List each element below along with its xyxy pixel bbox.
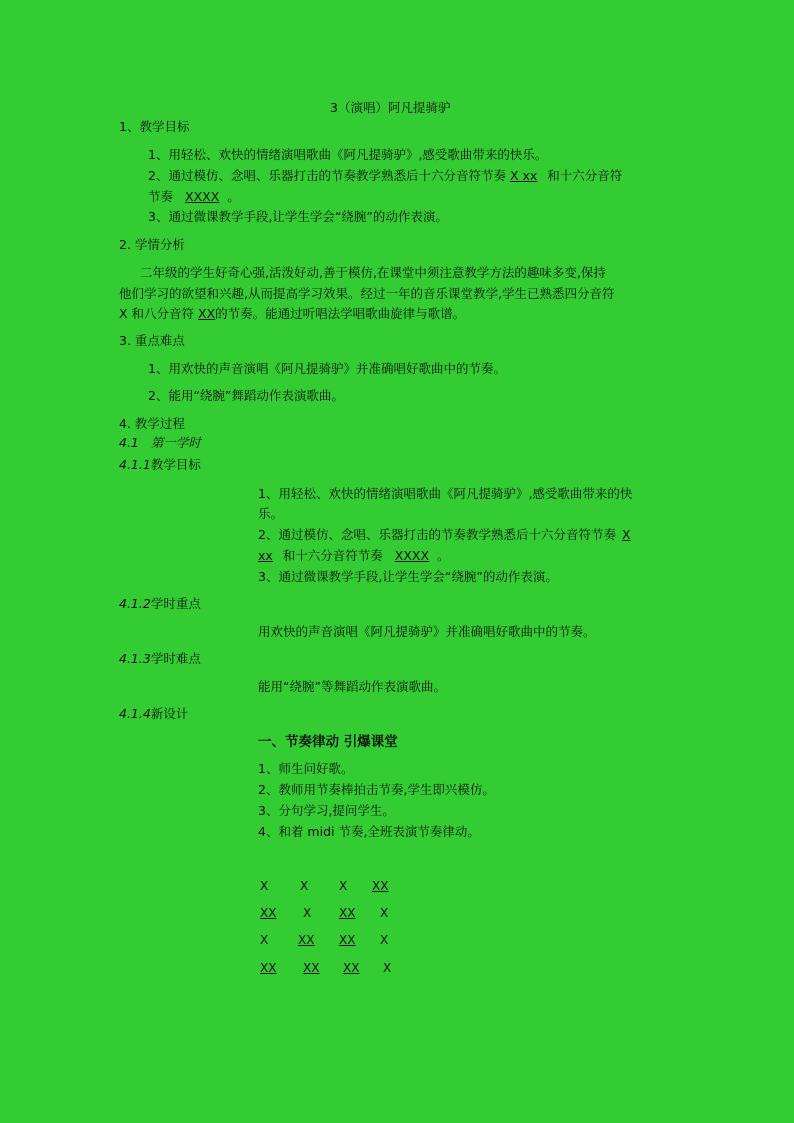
goal-2-end: 。 (437, 548, 450, 563)
goal-2 (258, 526, 631, 544)
goal-2-text: 2、通过模仿、念唱、乐器打击的节奏教学熟悉后十六分音符节奏 (258, 527, 616, 542)
analysis-line-1: 二年级的学生好奇心强,活泼好动,善于模仿,在课堂中须注意教学方法的趣味多变,保持 (140, 265, 606, 280)
rhythm-note: XX (343, 961, 360, 975)
step-1: 1、师生问好歌。 (258, 761, 354, 776)
rhythm-note: XX (260, 906, 277, 920)
rhythm-note: X (260, 879, 269, 893)
step-2: 2、教师用节奏棒拍击节奏,学生即兴模仿。 (258, 782, 495, 797)
heading-4-1-text: 第一学时 (150, 435, 201, 450)
objective-2-end: 。 (227, 189, 240, 204)
rhythm-note: X (339, 879, 348, 893)
rhythm-symbol-xx: XX (198, 306, 216, 321)
heading-4-1-4-num: 4.1.4 (119, 706, 151, 721)
objective-2-text: 2、通过模仿、念唱、乐器打击的节奏教学熟悉后十六分音符节奏 (148, 168, 506, 183)
heading-4-1-2-text: 学时重点 (150, 596, 201, 611)
objective-3: 3、通过微课教学手段,让学生学会“绕腕”的动作表演。 (148, 209, 448, 224)
heading-4-1-4-text: 新设计 (150, 706, 189, 721)
heading-4-1 (119, 434, 201, 452)
analysis-line-3 (119, 305, 465, 323)
heading-4-1-3-num: 4.1.3 (119, 651, 151, 666)
objective-1: 1、用轻松、欢快的情绪演唱歌曲《阿凡提骑驴》,感受歌曲带来的快乐。 (148, 147, 548, 162)
rhythm-symbol-x: X (621, 527, 631, 542)
heading-4-1-3 (119, 650, 201, 668)
section-heading-keypoints: 3. 重点难点 (119, 333, 185, 348)
rhythm-symbol: X xx (509, 168, 538, 183)
rhythm-note: X (300, 879, 309, 893)
objective-2-text-c: 节奏 (148, 189, 174, 204)
rhythm-note: XX (303, 961, 320, 975)
heading-4-1-num: 4.1 (119, 435, 139, 450)
rhythm-note: X (260, 933, 269, 947)
heading-4-1-2 (119, 595, 201, 613)
subsection-heading: 一、节奏律动 引爆课堂 (258, 734, 398, 750)
rhythm-note: XX (372, 879, 389, 893)
keypoint-1: 1、用欢快的声音演唱《阿凡提骑驴》并准确唱好歌曲中的节奏。 (148, 361, 506, 376)
keypoint-2: 2、能用“绕腕”舞蹈动作表演歌曲。 (148, 388, 344, 403)
rhythm-note: XX (298, 933, 315, 947)
heading-4-1-1-text: 教学目标 (150, 457, 201, 472)
section-heading-objectives: 1、教学目标 (119, 119, 190, 134)
difficulty: 能用“绕腕”等舞蹈动作表演歌曲。 (258, 679, 446, 694)
analysis-line-3a: X 和八分音符 (119, 306, 195, 321)
rhythm-note: XX (260, 961, 277, 975)
analysis-line-3c: 的节奏。能通过听唱法学唱歌曲旋律与歌谱。 (215, 306, 466, 321)
heading-4-1-4 (119, 705, 188, 723)
rhythm-note: XX (339, 906, 356, 920)
rhythm-note: X (303, 906, 312, 920)
goal-1: 1、用轻松、欢快的情绪演唱歌曲《阿凡提骑驴》,感受歌曲带来的快 (258, 486, 633, 501)
objective-2-text-b: 和十六分音符 (547, 168, 623, 183)
analysis-line-2: 他们学习的欲望和兴趣,从而提高学习效果。经过一年的音乐课堂教学,学生已熟悉四分音符 (119, 286, 615, 301)
rhythm-symbol-xx2: xx (258, 548, 273, 563)
page-title: 3（演唱）阿凡提骑驴 (330, 100, 451, 115)
step-3: 3、分句学习,提问学生。 (258, 803, 395, 818)
rhythm-note: X (380, 933, 389, 947)
heading-4-1-3-text: 学时难点 (150, 651, 201, 666)
rhythm-symbol-xxxx: XXXX (185, 189, 220, 204)
key-point: 用欢快的声音演唱《阿凡提骑驴》并准确唱好歌曲中的节奏。 (258, 624, 596, 639)
rhythm-note: XX (339, 933, 356, 947)
step-4: 4、和着 midi 节奏,全班表演节奏律动。 (258, 824, 480, 839)
heading-4-1-1 (119, 456, 201, 474)
rhythm-note: X (380, 906, 389, 920)
heading-4-1-2-num: 4.1.2 (119, 596, 151, 611)
objective-2-cont (148, 188, 240, 206)
rhythm-note: X (383, 961, 392, 975)
section-heading-analysis: 2. 学情分析 (119, 237, 185, 252)
goal-2-text-b: 和十六分音符节奏 (282, 548, 383, 563)
goal-3: 3、通过微课教学手段,让学生学会“绕腕”的动作表演。 (258, 569, 558, 584)
goal-2-cont (258, 547, 450, 565)
heading-4-1-1-num: 4.1.1 (119, 457, 151, 472)
section-heading-process: 4. 教学过程 (119, 416, 185, 431)
goal-1-cont: 乐。 (258, 506, 284, 521)
objective-2 (148, 167, 622, 185)
rhythm-symbol-xxxx2: XXXX (394, 548, 430, 563)
